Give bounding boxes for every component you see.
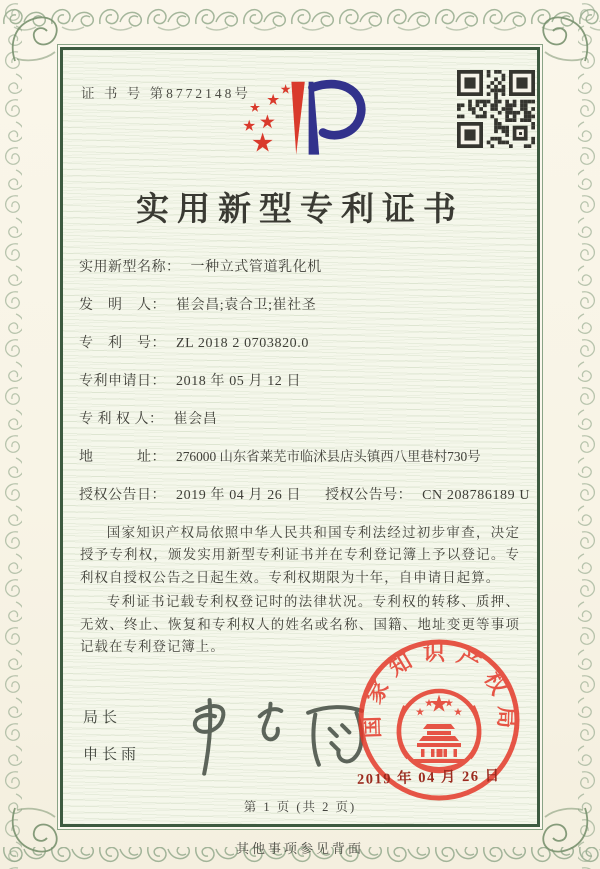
field-row-inventor	[79, 294, 521, 314]
corner-flourish-top-right	[535, 5, 595, 65]
field-value: 崔会昌;袁合卫;崔社圣	[176, 298, 317, 313]
field-row-patentee	[79, 408, 521, 428]
field-value: ZL 2018 2 0703820.0	[176, 336, 309, 351]
director-title: 局长	[83, 710, 122, 726]
field-label: 授权公告日：	[79, 488, 166, 503]
corner-flourish-top-left	[5, 5, 65, 65]
field-value: 2018 年 05 月 12 日	[176, 374, 302, 389]
field-value: 276000 山东省莱芜市临沭县店头镇西八里巷村730号	[176, 449, 481, 464]
right-border-ornament	[578, 0, 600, 869]
field-label: 地 址：	[79, 450, 166, 465]
legal-paragraph: 专利证书记载专利权登记时的法律状况。专利权的转移、质押、无效、终止、恢复和专利权人的姓名或名称、国籍、地址变更等事项记载在专利登记簿上。	[80, 594, 520, 654]
certificate-number: 证 书 号 第8772148号	[81, 86, 251, 101]
field-label: 授权公告号：	[325, 488, 413, 503]
field-value: CN 208786189 U	[422, 488, 531, 503]
page-number: 第 1 页 (共 2 页)	[243, 800, 357, 814]
field-label: 专 利 权 人：	[79, 412, 164, 427]
top-border-ornament	[0, 2, 600, 32]
field-row-address	[79, 446, 521, 466]
left-border-ornament	[0, 0, 22, 869]
seal-text: 国家知识产权局	[358, 640, 520, 739]
field-value: 一种立式管道乳化机	[190, 260, 322, 275]
certificate-title: 实用新型专利证书	[136, 192, 464, 228]
certificate-body	[60, 47, 540, 827]
field-row-name	[79, 256, 521, 276]
field-row-grant	[79, 484, 531, 504]
cnipa-logo-icon	[228, 76, 372, 168]
field-label: 实用新型名称：	[79, 260, 181, 275]
certificate-frame	[57, 44, 543, 830]
field-value: 崔会昌	[173, 412, 218, 427]
qr-code	[457, 70, 535, 148]
field-label: 专利申请日：	[79, 374, 166, 389]
director-name: 申长雨	[83, 747, 141, 763]
national-emblem-icon	[399, 691, 480, 771]
field-label: 专 利 号：	[79, 336, 166, 351]
field-label: 发 明 人：	[79, 298, 166, 313]
field-list	[79, 256, 531, 504]
director-block	[83, 700, 140, 774]
field-value: 2019 年 04 月 26 日	[176, 488, 302, 503]
seal-date: 2019 年 04 月 26 日	[356, 768, 501, 788]
field-row-filing-date	[79, 370, 521, 390]
legal-paragraph: 国家知识产权局依照中华人民共和国专利法经过初步审查，决定授予专利权，颁发实用新型专利证书并在专利登记簿上予以登记。专利权自授权公告之日起生效。专利权期限为十年，自申请日起算。	[80, 525, 520, 585]
back-note: 其他事项参见背面	[235, 841, 364, 856]
director-signature	[163, 686, 378, 786]
field-row-patent-no	[79, 332, 521, 352]
